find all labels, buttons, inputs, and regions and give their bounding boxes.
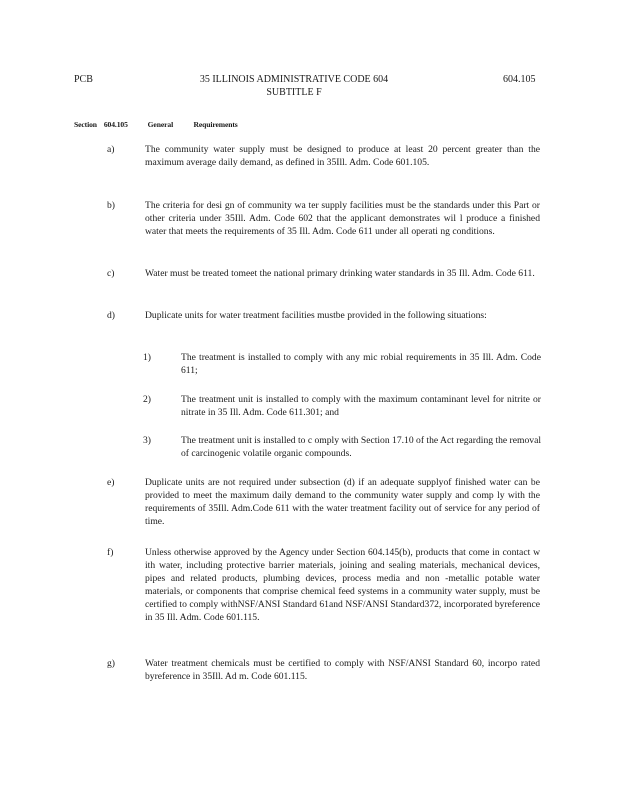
section-label: Section [74, 120, 97, 129]
paragraph-text: Water must be treated tomeet the national primary drinking water standards in 35 Ill. Adm. Code 611. [145, 268, 535, 279]
subparagraph-1 [143, 351, 543, 377]
section-heading [74, 118, 238, 131]
paragraph-e [107, 476, 547, 528]
paragraph-label: c) [107, 268, 115, 279]
paragraph-text: Duplicate units for water treatment facilities mustbe provided in the following situations: [145, 310, 487, 321]
paragraph-text: Unless otherwise approved by the Agency under Section 604.145(b), products that come in contact w ith water, including protective barrier materials, joining and sealing materials, mechanical devices, pipes and related products, plumbing devices, process media and non -metallic potable water materials, or components that comprise chemical feed systems in a community water supply, must be certified to comply withNSF/ANSI Standard 61and NSF/ANSI Standard372, incorporated byreference in 35 Ill. Adm. Code 601.115. [145, 547, 540, 623]
paragraph-label: b) [107, 200, 115, 211]
paragraph-label: d) [107, 310, 115, 321]
subparagraph-2 [143, 393, 543, 419]
header-left: PCB [74, 74, 93, 85]
header-center [174, 73, 414, 99]
subparagraph-text: The treatment unit is installed to comply with the maximum contaminant level for nitrite or nitrate in 35 Ill. Adm. Code 611.301; and [181, 394, 541, 418]
paragraph-a [107, 143, 547, 169]
paragraph-text: The criteria for desi gn of community wa ter supply facilities must be the standards under this Part or other criteria under 35Ill. Adm. Code 602 that the applicant demonstrates wil l produce a finished water that meets the requirements of 35 Ill. Adm. Code 611 under all operati ng conditions. [145, 200, 540, 237]
paragraph-text: Duplicate units are not required under subsection (d) if an adequate supplyof finished water can be provided to meet the maximum daily demand to the community water supply and comp ly with the requirements of 35Ill. Adm.Code 611 with the water treatment facility out of service for any period of time. [145, 477, 540, 527]
paragraph-label: g) [107, 658, 115, 669]
subparagraph-label: 3) [143, 435, 151, 446]
header-center-line1: 35 ILLINOIS ADMINISTRATIVE CODE 604 [199, 74, 389, 85]
subparagraph-3 [143, 434, 543, 460]
paragraph-d [107, 309, 547, 322]
paragraph-label: a) [107, 144, 115, 155]
subparagraph-text: The treatment is installed to comply with any mic robial requirements in 35 Ill. Adm. Code 611; [181, 352, 541, 376]
section-title-word2: Requirements [193, 120, 238, 129]
paragraph-f [107, 546, 547, 624]
subparagraph-label: 2) [143, 394, 151, 405]
subparagraph-label: 1) [143, 352, 151, 363]
paragraph-b [107, 199, 547, 238]
paragraph-c [107, 267, 547, 280]
header-right: 604.105 [503, 74, 536, 85]
paragraph-g [107, 657, 547, 683]
paragraph-text: The community water supply must be designed to produce at least 20 percent greater than the maximum average daily demand, as defined in 35Ill. Adm. Code 601.105. [145, 144, 540, 168]
section-title-word1: General [147, 120, 174, 129]
header-center-line2: SUBTITLE F [266, 87, 322, 98]
paragraph-text: Water treatment chemicals must be certified to comply with NSF/ANSI Standard 60, incorpo rated byreference in 35Ill. Ad m. Code 601.115. [145, 658, 540, 682]
subparagraph-text: The treatment unit is installed to c omply with Section 17.10 of the Act regarding the removal of carcinogenic volatile organic compounds. [181, 435, 541, 459]
section-number: 604.105 [103, 120, 128, 129]
paragraph-label: f) [107, 547, 114, 558]
paragraph-label: e) [107, 477, 115, 488]
